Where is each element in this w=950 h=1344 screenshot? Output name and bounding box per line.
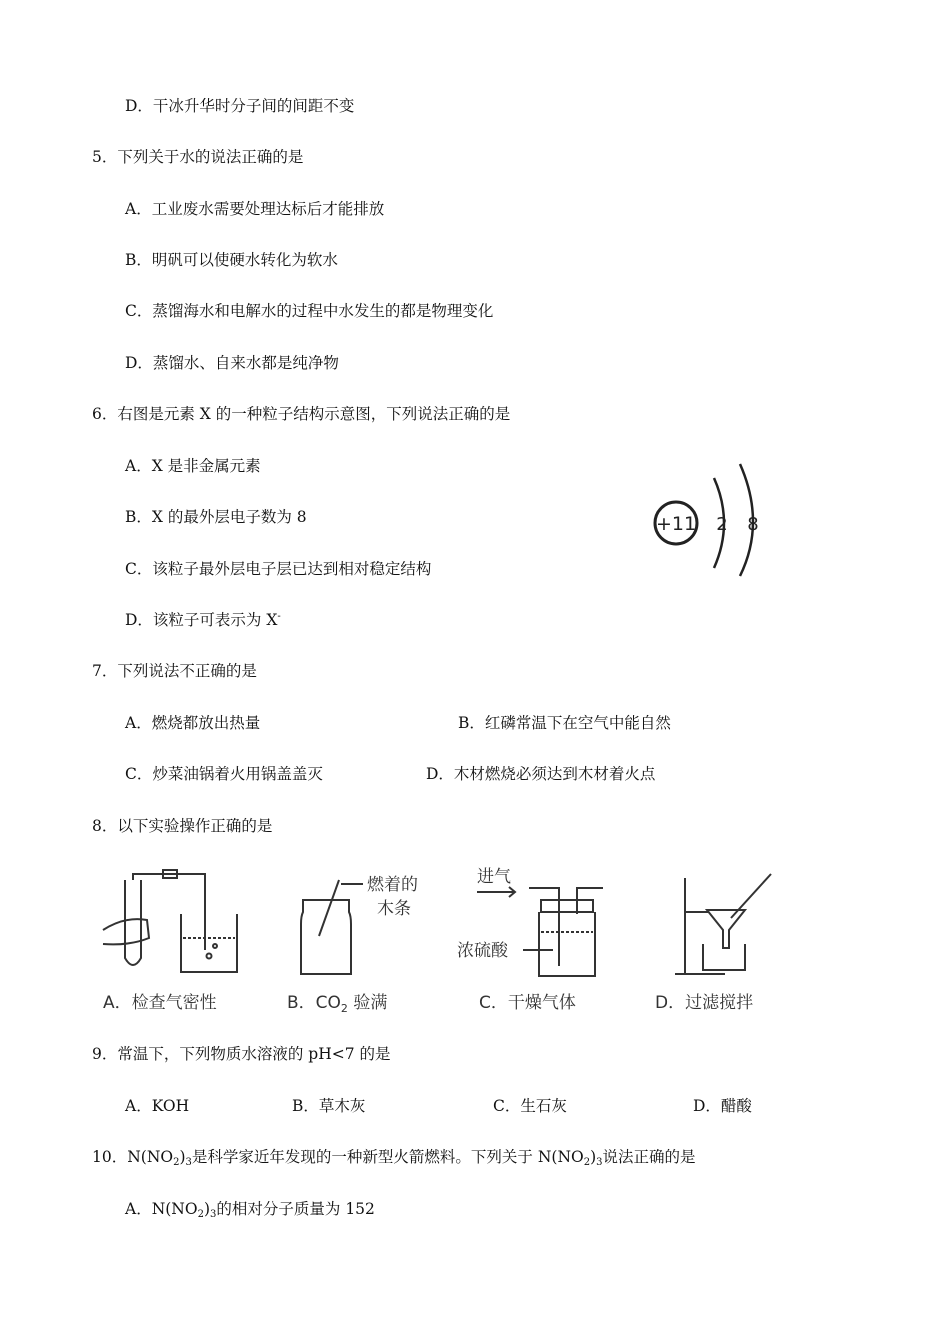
- q10a-text: A．N(NO: [125, 1200, 198, 1218]
- apparatus-a: [103, 870, 237, 972]
- caption-b-text: B．CO: [287, 993, 341, 1013]
- q10-sub: 2: [173, 1157, 180, 1168]
- inlet-arrow: [477, 887, 515, 897]
- beaker: [181, 914, 237, 972]
- q6-option-b: B．X 的最外层电子数为 8: [125, 508, 307, 526]
- q6-option-c: C．该粒子最外层电子层已达到相对稳定结构: [125, 560, 432, 578]
- q10-sub: 2: [583, 1157, 591, 1168]
- q6-stem: 6．右图是元素 X 的一种粒子结构示意图，下列说法正确的是: [92, 405, 511, 423]
- q10-option-a: [125, 1199, 375, 1219]
- label-acid: 浓硫酸: [457, 941, 508, 961]
- burning-splint: [319, 880, 339, 936]
- glass-rod: [731, 874, 771, 918]
- q5-option-a: A．工业废水需要处理达标后才能排放: [125, 200, 385, 218]
- q7-option-a: A．燃烧都放出热量: [125, 714, 261, 732]
- q9-option-a: A．KOH: [125, 1097, 190, 1115]
- q10a-sub: 3: [210, 1209, 217, 1220]
- lab-apparatus-figure: [95, 860, 785, 1020]
- test-tube: [125, 880, 141, 965]
- q10-sub: 3: [185, 1157, 192, 1168]
- q6-option-a: A．X 是非金属元素: [125, 457, 261, 475]
- iron-stand: [675, 878, 725, 974]
- q10-stem: [92, 1147, 696, 1167]
- caption-b-suffix: 验满: [347, 993, 388, 1013]
- q5-option-b: B．明矾可以使硬水转化为软水: [125, 251, 338, 269]
- gas-bottle: [301, 900, 351, 974]
- q5-option-d: D．蒸馏水、自来水都是纯净物: [125, 354, 339, 372]
- caption-a: A．检查气密性: [103, 993, 217, 1013]
- q5-stem: 5．下列关于水的说法正确的是: [92, 148, 304, 166]
- wash-bottle: [539, 912, 595, 976]
- q7-option-c: C．炒菜油锅着火用锅盖盖灭: [125, 765, 323, 783]
- q10-text: ): [590, 1148, 597, 1166]
- q6-option-d: [125, 610, 281, 630]
- q10-text: 是科学家近年发现的一种新型火箭燃料。下列关于 N(NO: [191, 1148, 584, 1166]
- label-inlet: 进气: [477, 867, 511, 887]
- apparatus-d: [675, 874, 771, 974]
- q10-text: 10．N(NO: [92, 1148, 174, 1166]
- q10-sub: 3: [596, 1157, 603, 1168]
- apparatus-b: [301, 880, 363, 974]
- bubble: [207, 954, 212, 959]
- q7-stem: 7．下列说法不正确的是: [92, 662, 257, 680]
- caption-d: D．过滤搅拌: [655, 993, 754, 1013]
- q10a-text: 的相对分子质量为 152: [216, 1200, 375, 1218]
- caption-b: [287, 993, 387, 1015]
- q9-option-c: C．生石灰: [493, 1097, 567, 1115]
- q7-option-b: B．红磷常温下在空气中能自然: [458, 714, 671, 732]
- q4-option-d: D．干冰升华时分子间的间距不变: [125, 97, 355, 115]
- q9-option-b: B．草木灰: [292, 1097, 366, 1115]
- apparatus-c: [477, 887, 603, 976]
- nucleus-charge: +11: [655, 513, 697, 535]
- q9-option-d: D．醋酸: [693, 1097, 752, 1115]
- q10a-sub: 2: [197, 1209, 204, 1220]
- shell-2-electrons: 8: [747, 514, 759, 535]
- q5-option-c: C．蒸馏海水和电解水的过程中水发生的都是物理变化: [125, 302, 494, 320]
- shell-1-electrons: 2: [716, 514, 728, 535]
- label-splint: 木条: [377, 899, 411, 919]
- funnel: [707, 910, 745, 948]
- atom-structure-diagram: [640, 458, 780, 580]
- q6-option-d-charge: -: [277, 611, 281, 622]
- q10-text: ): [179, 1148, 186, 1166]
- q10-text: 说法正确的是: [602, 1148, 696, 1166]
- caption-c: C．干燥气体: [479, 993, 576, 1013]
- q7-option-d: D．木材燃烧必须达到木材着火点: [426, 765, 656, 783]
- q8-stem: 8．以下实验操作正确的是: [92, 817, 273, 835]
- q9-stem: 9．常温下，下列物质水溶液的 pH<7 的是: [92, 1045, 391, 1063]
- q6-option-d-text: D．该粒子可表示为 X: [125, 611, 278, 629]
- bottle-stopper: [541, 900, 593, 912]
- label-burning-splint: 燃着的: [367, 875, 418, 895]
- q10a-text: ): [203, 1200, 211, 1218]
- bubble: [213, 944, 217, 948]
- caption-b-subscript: 2: [340, 1002, 348, 1015]
